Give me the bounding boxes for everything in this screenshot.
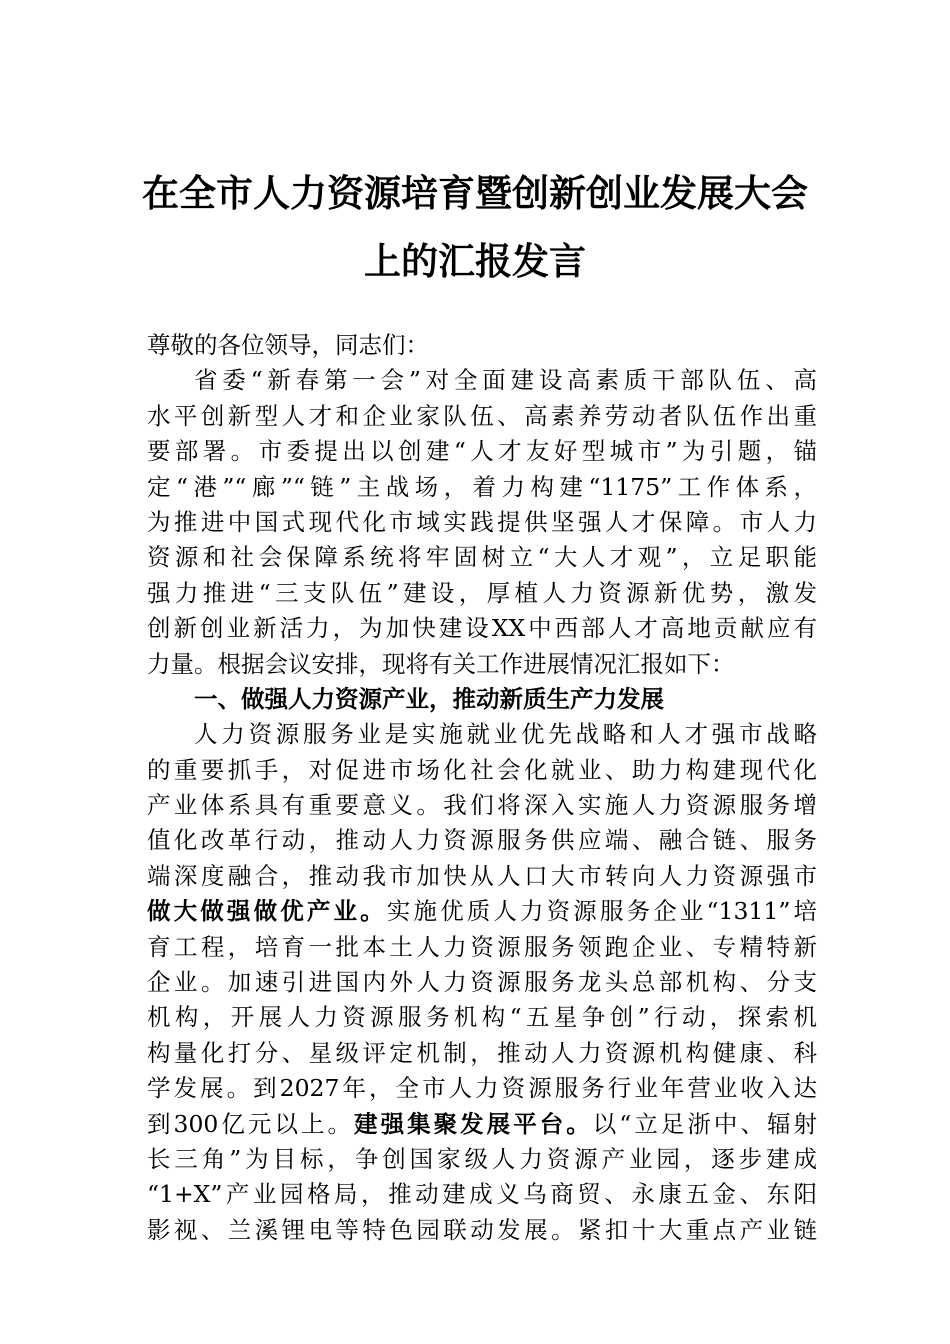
paragraph-1-line: 为推进中国式现代化市域实践提供坚强人才保障。市人力 bbox=[147, 507, 817, 536]
bold-lead-phrase: 做大做强做优产业。 bbox=[147, 897, 387, 926]
paragraph-2-line: 产业体系具有重要意义。我们将深入实施人力资源服务增 bbox=[147, 791, 817, 820]
paragraph-2-line: “1+X”产业园格局，推动建成义乌商贸、永康五金、东阳 bbox=[147, 1180, 817, 1209]
inline-text: 以“立足浙中、辐射 bbox=[592, 1109, 818, 1138]
paragraph-2-line: 学发展。到2027年，全市人力资源服务行业年营业收入达 bbox=[147, 1074, 817, 1103]
paragraph-2-line-mixed bbox=[147, 1107, 817, 1142]
paragraph-1-line: 创新创业新活力，为加快建设XX中西部人才高地贡献应有 bbox=[147, 614, 817, 643]
document-body bbox=[147, 328, 817, 1248]
paragraph-1-line: 资源和社会保障系统将牢固树立“大人才观”，立足职能 bbox=[147, 543, 817, 572]
inline-text: 实施优质人力资源服务企业“1311”培 bbox=[386, 897, 817, 926]
paragraph-2-line-mixed bbox=[147, 894, 817, 929]
paragraph-2-line: 机构，开展人力资源服务机构“五星争创”行动，探索机 bbox=[147, 1003, 817, 1032]
paragraph-2-line: 值化改革行动，推动人力资源服务供应端、融合链、服务 bbox=[147, 826, 817, 855]
paragraph-1-line: 定“港”“廊”“链”主战场，着力构建“1175”工作体系， bbox=[147, 472, 817, 501]
paragraph-2-line: 企业。加速引进国内外人力资源服务龙头总部机构、分支 bbox=[147, 968, 817, 997]
document-title-line-2: 上的汇报发言 bbox=[364, 239, 586, 283]
paragraph-2-line: 育工程，培育一批本土人力资源服务领跑企业、专精特新 bbox=[147, 932, 817, 961]
paragraph-2-line: 构量化打分、星级评定机制，推动人力资源机构健康、科 bbox=[147, 1038, 817, 1067]
section-heading-1: 一、做强人力资源产业，推动新质生产力发展 bbox=[194, 684, 664, 713]
paragraph-1-line: 省委“新春第一会”对全面建设高素质干部队伍、高 bbox=[194, 366, 817, 395]
salutation: 尊敬的各位领导，同志们： bbox=[147, 331, 429, 359]
paragraph-1-line: 要部署。市委提出以创建“人才友好型城市”为引题，锚 bbox=[147, 437, 817, 466]
paragraph-1-line: 强力推进“三支队伍”建设，厚植人力资源新优势，激发 bbox=[147, 578, 817, 607]
paragraph-1-line: 水平创新型人才和企业家队伍、高素养劳动者队伍作出重 bbox=[147, 401, 817, 430]
paragraph-2-line: 的重要抓手，对促进市场化社会化就业、助力构建现代化 bbox=[147, 755, 817, 784]
document-title-line-1: 在全市人力资源培育暨创新创业发展大会 bbox=[142, 171, 808, 215]
paragraph-2-line: 影视、兰溪锂电等特色园联动发展。紧扣十大重点产业链 bbox=[147, 1215, 817, 1244]
paragraph-2-line: 端深度融合，推动我市加快从人口大市转向人力资源强市 bbox=[147, 861, 817, 890]
inline-text: 到300亿元以上。 bbox=[147, 1109, 355, 1138]
bold-lead-phrase: 建强集聚发展平台。 bbox=[354, 1109, 593, 1138]
paragraph-2-line: 人力资源服务业是实施就业优先战略和人才强市战略 bbox=[194, 720, 817, 749]
paragraph-1-line: 力量。根据会议安排，现将有关工作进展情况汇报如下： bbox=[147, 649, 735, 678]
paragraph-2-line: 长三角”为目标，争创国家级人力资源产业园，逐步建成 bbox=[147, 1144, 817, 1173]
